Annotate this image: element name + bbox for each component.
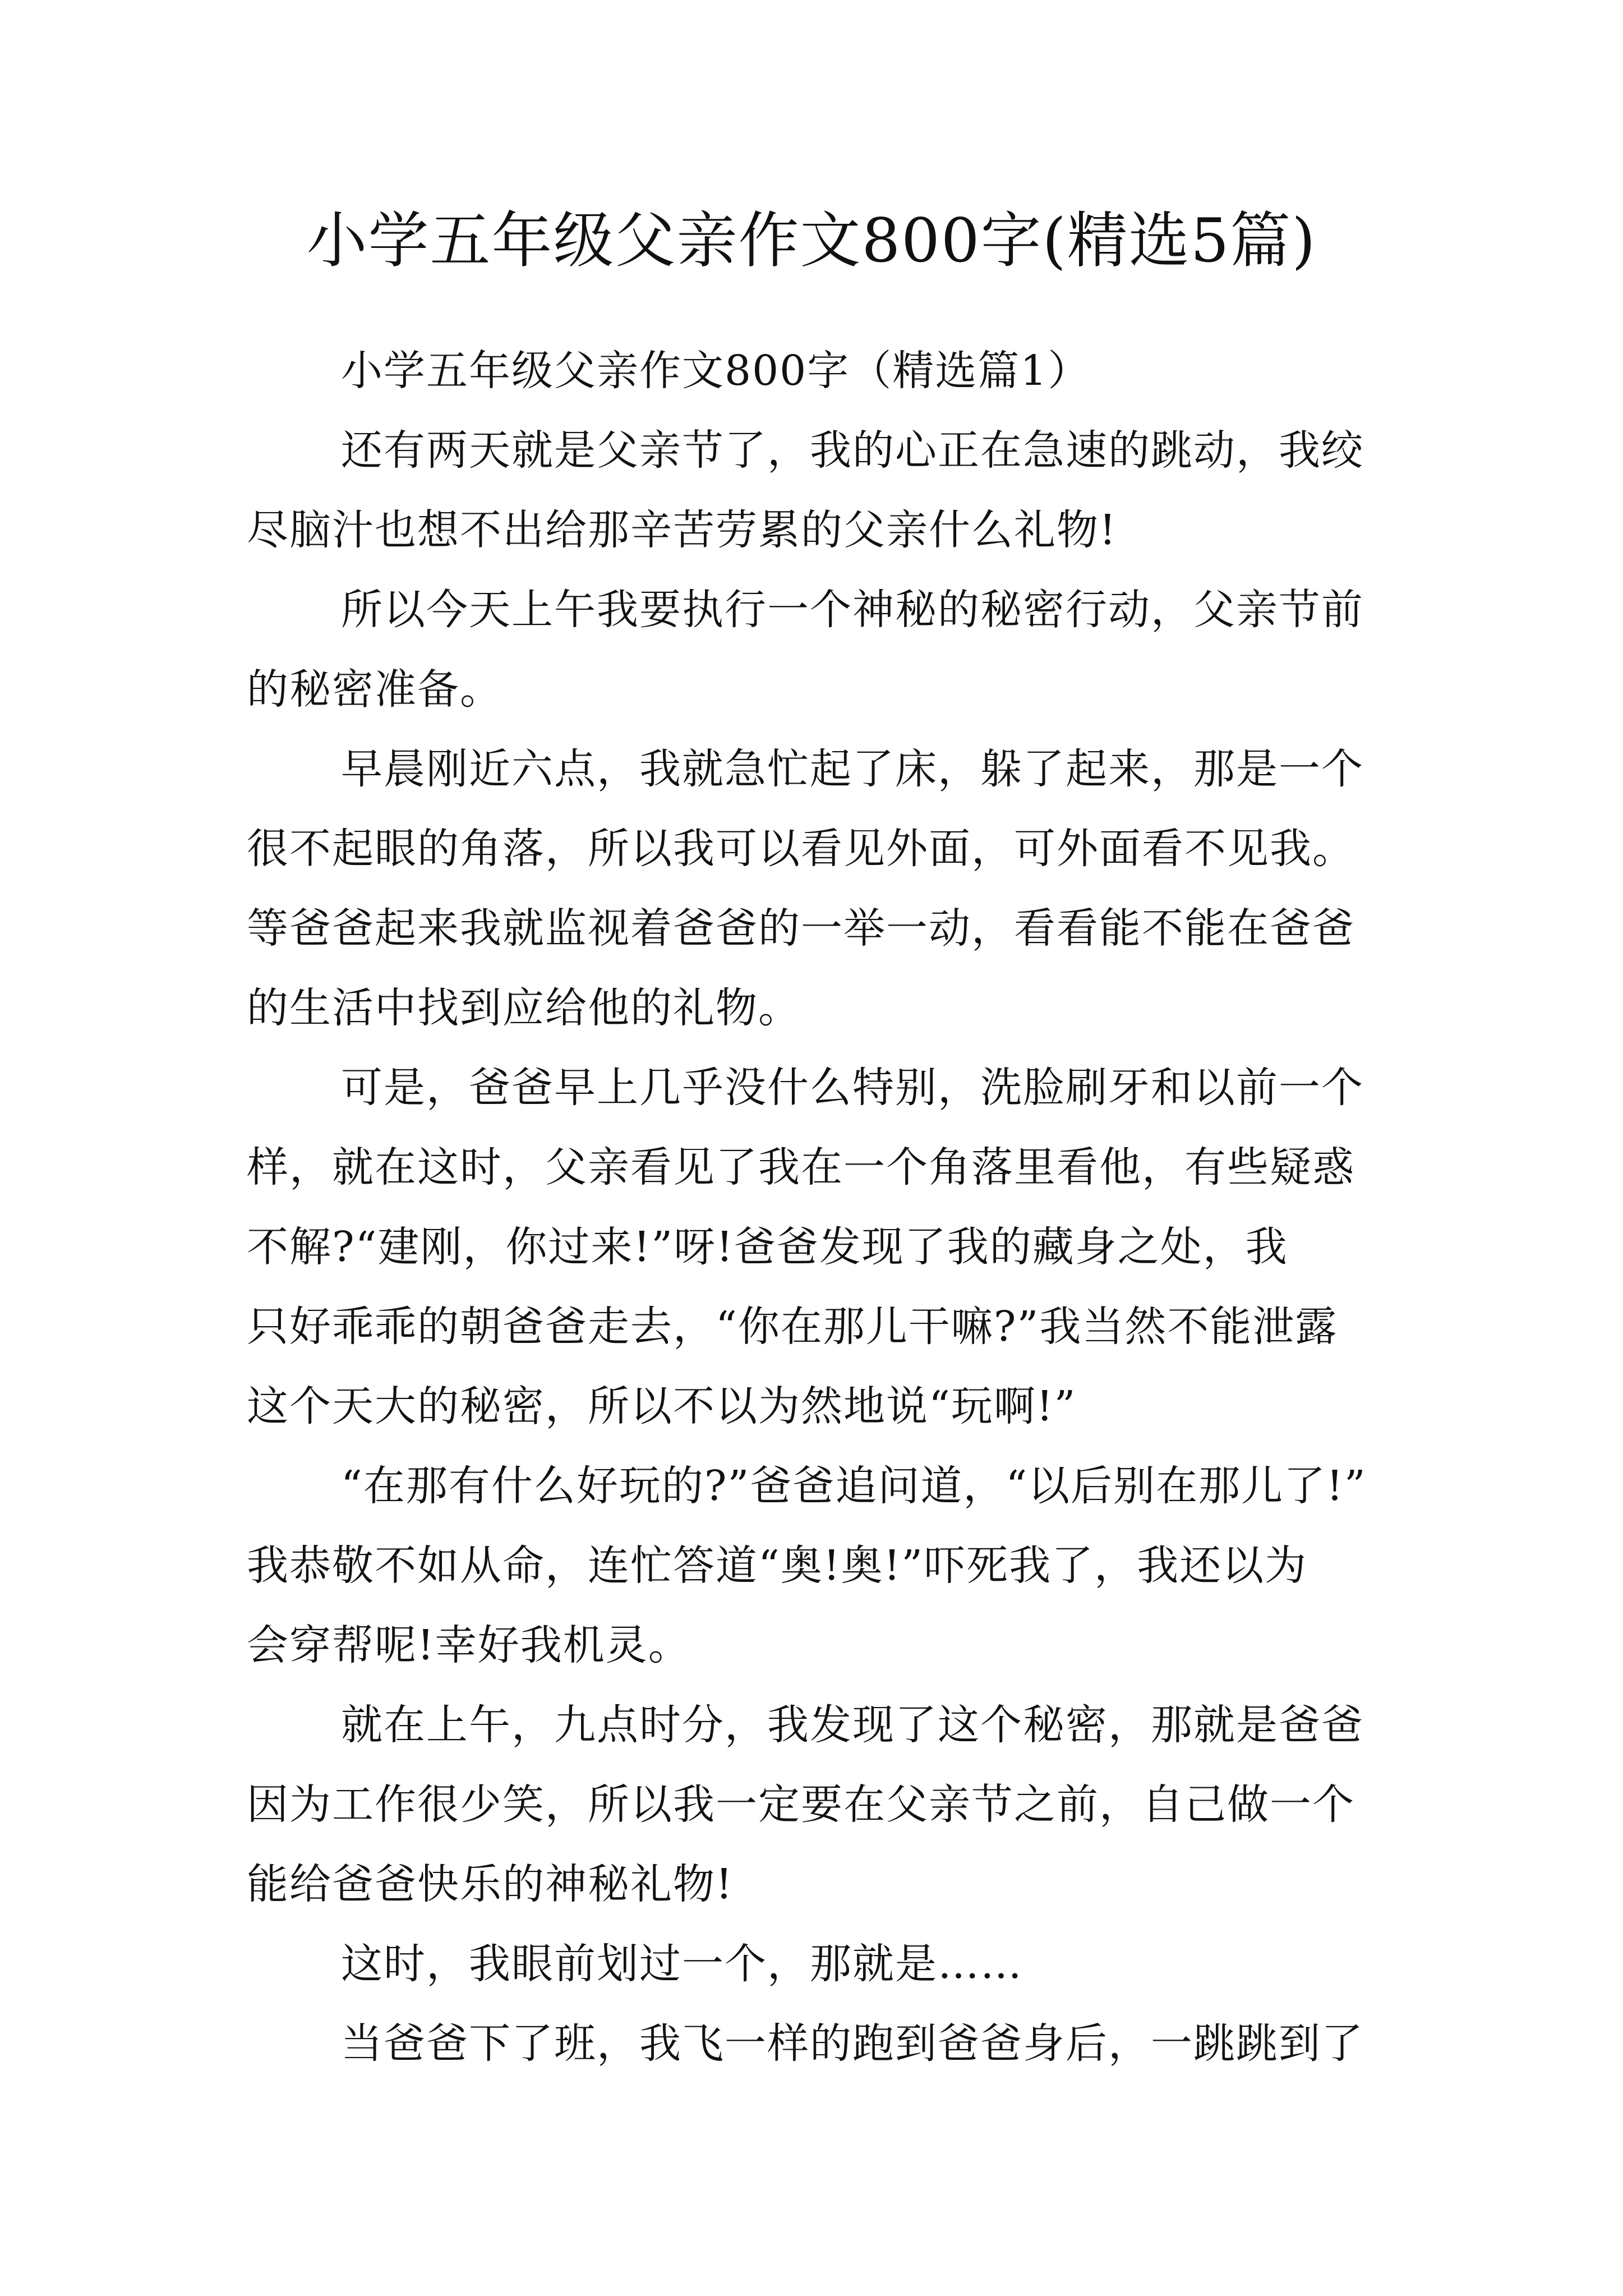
body-line: 所以今天上午我要执行一个神秘的秘密行动，父亲节前 bbox=[341, 586, 1364, 634]
body-line: 等爸爸起来我就监视着爸爸的一举一动，看看能不能在爸爸 bbox=[247, 904, 1355, 953]
body-line: 很不起眼的角落，所以我可以看见外面，可外面看不见我。 bbox=[247, 825, 1355, 873]
body-line: 样，就在这时，父亲看见了我在一个角落里看他，有些疑惑 bbox=[247, 1143, 1355, 1191]
body-line: 会穿帮呢!幸好我机灵。 bbox=[247, 1621, 691, 1669]
body-line: 早晨刚近六点，我就急忙起了床，躲了起来，那是一个 bbox=[341, 745, 1364, 793]
body-line: 只好乖乖的朝爸爸走去，“你在那儿干嘛?”我当然不能泄露 bbox=[247, 1303, 1338, 1351]
document-body bbox=[247, 331, 1396, 2083]
body-line: 能给爸爸快乐的神秘礼物! bbox=[247, 1860, 734, 1908]
body-line: 可是，爸爸早上几乎没什么特别，洗脸刷牙和以前一个 bbox=[341, 1064, 1364, 1112]
body-line: 的秘密准备。 bbox=[247, 665, 502, 714]
body-line: 这时，我眼前划过一个，那就是…… bbox=[341, 1940, 1023, 1988]
body-line: 我恭敬不如从命，连忙答道“奥!奥!”吓死我了，我还以为 bbox=[247, 1542, 1308, 1590]
body-line: 这个天大的秘密，所以不以为然地说“玩啊!” bbox=[247, 1382, 1077, 1430]
body-line: 还有两天就是父亲节了，我的心正在急速的跳动，我绞 bbox=[341, 426, 1364, 475]
body-line: 的生活中找到应给他的礼物。 bbox=[247, 984, 801, 1032]
body-line: 不解?“建刚，你过来!”呀!爸爸发现了我的藏身之处，我 bbox=[247, 1223, 1288, 1271]
body-line: 尽脑汁也想不出给那辛苦劳累的父亲什么礼物! bbox=[247, 506, 1117, 554]
body-line: 因为工作很少笑，所以我一定要在父亲节之前，自己做一个 bbox=[247, 1780, 1355, 1829]
document-title: 小学五年级父亲作文800字(精选5篇) bbox=[306, 206, 1317, 276]
body-line: 就在上午，九点时分，我发现了这个秘密，那就是爸爸 bbox=[341, 1701, 1364, 1749]
body-line: 小学五年级父亲作文800字（精选篇1） bbox=[341, 347, 1091, 395]
body-line: 当爸爸下了班，我飞一样的跑到爸爸身后，一跳跳到了 bbox=[341, 2019, 1364, 2068]
body-line: “在那有什么好玩的?”爸爸追问道，“以后别在那儿了!” bbox=[341, 1462, 1367, 1510]
